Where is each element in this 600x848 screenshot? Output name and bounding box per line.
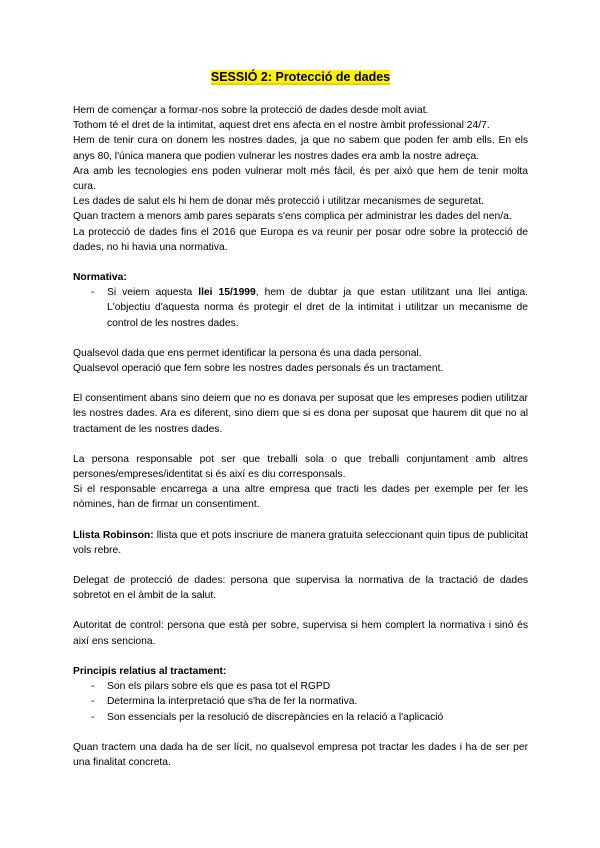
paragraph: Autoritat de control: persona que està per sobre, supervisa si hem complert la normativa i sinó és així ens senciona. — [73, 620, 528, 647]
paragraph: Ara amb les tecnologies ens poden vulnerar molt més fàcil, és per això que hem de tenir molta cura. — [73, 165, 528, 193]
page-title: SESSIÓ 2: Protecció de dades — [210, 70, 391, 84]
list-item: - Determina la interpretació que s'ha de fer la normativa. — [73, 694, 528, 709]
principis-list — [73, 679, 528, 725]
list-item: - Son els pilars sobre els que es pasa tot el RGPD — [73, 679, 528, 694]
paragraph: Delegat de protecció de dades: persona que supervisa la normativa de la tractació de dades sobretot en el àmbit de la salut. — [73, 575, 528, 602]
paragraph: Hem de tenir cura on donem les nostres dades, ja que no sabem que poden fer amb ells. En els anys 80, l'única manera que podien vulnerar les nostres dades era amb la nostre adreça. — [73, 135, 528, 162]
paragraph: Quan tractem una dada ha de ser lícit, no qualsevol empresa pot tractar les dades i ha de ser per una finalitat concreta. — [73, 741, 528, 768]
paragraph: Hem de començar a formar-nos sobre la protecció de dades desde molt aviat. — [73, 105, 429, 116]
paragraph: Quan tractem a menors amb pares separats s'ens complica per administrar les dades del nen/a. — [73, 211, 512, 223]
paragraph: El consentiment abans sino deiem que no es donava per suposat que les empreses podien utilitzar les nostres dades. Ara es diferent, sino diem que si es dona per suposat que haurem dit que no al tractament de les nostres dades. — [73, 393, 528, 435]
list-item: - Son essencials per la resolució de discrepàncies en la relació a l'aplicació — [73, 710, 528, 725]
paragraph: Qualsevol operació que fem sobre les nostres dades personals és un tractament. — [73, 363, 444, 375]
document-page — [73, 70, 528, 770]
paragraph: La protecció de dades fins el 2016 que Europa es va reunir per posar odre sobre la protecció de dades, no hi havia una normativa. — [73, 226, 528, 253]
robinson-paragraph: Llista Robinson: llista que et pots inscriure de manera gratuita seleccionant quin tipus de publicitat vols rebre. — [73, 529, 529, 556]
paragraph: Si el responsable encarrega a una altre empresa que tracti les dades per exemple per fer les nòmines, han de firmar un consentiment. — [73, 484, 528, 511]
paragraph: La persona responsable pot ser que treballi sola o que treballi conjuntament amb altres persones/empreses/identitat si és així es diu corresponsals. — [73, 453, 528, 481]
paragraph: Tothom té el dret de la intimitat, aquest dret ens afecta en el nostre àmbit professional 24/7. — [73, 120, 490, 132]
paragraph: Les dades de salut els hi hem de donar més protecció i utilitzar mecanismes de seguretat. — [73, 196, 484, 208]
normativa-heading: Normativa: — [73, 272, 127, 284]
normativa-list — [73, 285, 528, 331]
principis-heading: Principis relatius al tractament: — [73, 665, 227, 677]
list-item: - Si veiem aquesta llei 15/1999, hem de dubtar ja que estan utilitzant una llei antiga. L'objectiu d'aquesta norma és protegir el dret de la intimitat i utilitzar un mecanisme de control de les nostres dades. — [73, 285, 528, 331]
paragraph: Qualsevol dada que ens permet identificar la persona és una dada personal. — [73, 347, 422, 359]
